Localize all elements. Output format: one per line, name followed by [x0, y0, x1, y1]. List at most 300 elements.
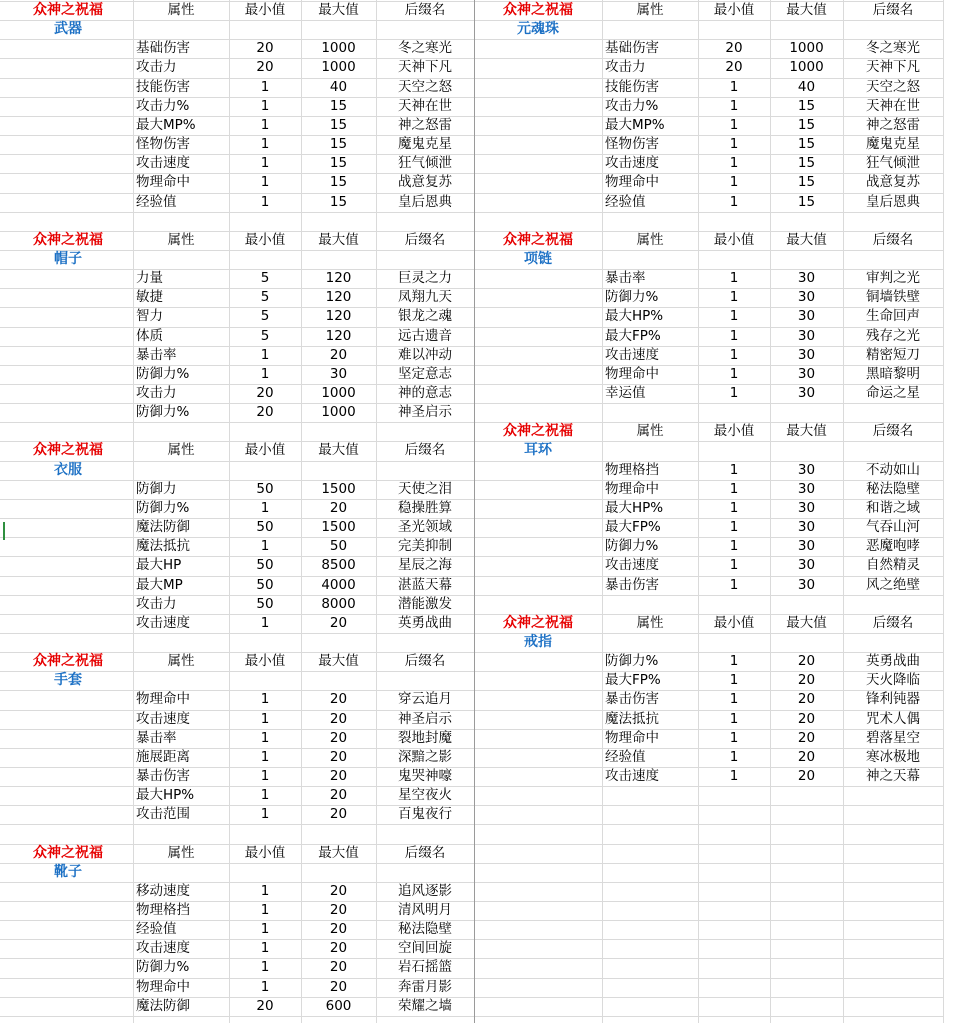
- min-value-cell[interactable]: 1: [729, 117, 739, 133]
- header-suffix[interactable]: 后缀名: [872, 423, 914, 439]
- max-value-cell[interactable]: 40: [329, 79, 348, 95]
- suffix-name-cell[interactable]: 星空夜火: [398, 787, 452, 803]
- max-value-cell[interactable]: 15: [797, 194, 816, 210]
- min-value-cell[interactable]: 1: [729, 328, 739, 344]
- attribute-cell[interactable]: 魔法抵抗: [136, 538, 190, 554]
- min-value-cell[interactable]: 1: [729, 79, 739, 95]
- max-value-cell[interactable]: 20: [329, 787, 348, 803]
- max-value-cell[interactable]: 20: [329, 615, 348, 631]
- block-title[interactable]: 众神之祝福: [503, 2, 573, 18]
- min-value-cell[interactable]: 1: [729, 308, 739, 324]
- attribute-cell[interactable]: 施展距离: [136, 749, 190, 765]
- attribute-cell[interactable]: 经验值: [136, 194, 177, 210]
- header-min[interactable]: 最小值: [713, 232, 755, 248]
- suffix-name-cell[interactable]: 皇后恩典: [866, 194, 920, 210]
- attribute-cell[interactable]: 最大MP%: [136, 117, 196, 133]
- category-label[interactable]: 手套: [54, 672, 82, 688]
- suffix-name-cell[interactable]: 审判之光: [866, 270, 920, 286]
- min-value-cell[interactable]: 20: [256, 59, 274, 75]
- suffix-name-cell[interactable]: 命运之星: [866, 385, 920, 401]
- suffix-name-cell[interactable]: 清风明月: [398, 902, 452, 918]
- suffix-name-cell[interactable]: 空间回旋: [398, 940, 452, 956]
- max-value-cell[interactable]: 20: [797, 691, 816, 707]
- max-value-cell[interactable]: 15: [329, 155, 348, 171]
- attribute-cell[interactable]: 暴击伤害: [605, 577, 659, 593]
- max-value-cell[interactable]: 120: [325, 289, 352, 305]
- suffix-name-cell[interactable]: 星辰之海: [398, 557, 452, 573]
- min-value-cell[interactable]: 1: [729, 672, 739, 688]
- attribute-cell[interactable]: 攻击速度: [136, 615, 190, 631]
- suffix-name-cell[interactable]: 深黯之影: [398, 749, 452, 765]
- suffix-name-cell[interactable]: 黑暗黎明: [866, 366, 920, 382]
- min-value-cell[interactable]: 5: [260, 328, 270, 344]
- min-value-cell[interactable]: 1: [260, 806, 270, 822]
- attribute-cell[interactable]: 物理格挡: [136, 902, 190, 918]
- min-value-cell[interactable]: 50: [256, 519, 274, 535]
- max-value-cell[interactable]: 20: [329, 347, 348, 363]
- suffix-name-cell[interactable]: 和谐之域: [866, 500, 920, 516]
- attribute-cell[interactable]: 最大HP: [136, 557, 182, 573]
- attribute-cell[interactable]: 物理命中: [605, 174, 659, 190]
- min-value-cell[interactable]: 5: [260, 308, 270, 324]
- max-value-cell[interactable]: 15: [329, 98, 348, 114]
- category-label[interactable]: 靴子: [54, 864, 82, 880]
- attribute-cell[interactable]: 物理命中: [605, 730, 659, 746]
- max-value-cell[interactable]: 20: [797, 711, 816, 727]
- min-value-cell[interactable]: 20: [256, 404, 274, 420]
- header-min[interactable]: 最小值: [244, 2, 286, 18]
- max-value-cell[interactable]: 30: [797, 557, 816, 573]
- min-value-cell[interactable]: 1: [260, 940, 270, 956]
- min-value-cell[interactable]: 50: [256, 481, 274, 497]
- min-value-cell[interactable]: 20: [256, 40, 274, 56]
- attribute-cell[interactable]: 最大FP%: [605, 672, 661, 688]
- block-title[interactable]: 众神之祝福: [33, 653, 103, 669]
- header-min[interactable]: 最小值: [244, 442, 286, 458]
- attribute-cell[interactable]: 最大HP%: [605, 308, 664, 324]
- max-value-cell[interactable]: 20: [329, 921, 348, 937]
- suffix-name-cell[interactable]: 稳操胜算: [398, 500, 452, 516]
- suffix-name-cell[interactable]: 百鬼夜行: [398, 806, 452, 822]
- header-suffix[interactable]: 后缀名: [872, 232, 914, 248]
- min-value-cell[interactable]: 1: [260, 615, 270, 631]
- attribute-cell[interactable]: 经验值: [136, 921, 177, 937]
- max-value-cell[interactable]: 20: [797, 653, 816, 669]
- category-label[interactable]: 武器: [54, 21, 82, 37]
- min-value-cell[interactable]: 1: [729, 385, 739, 401]
- min-value-cell[interactable]: 1: [729, 500, 739, 516]
- min-value-cell[interactable]: 1: [729, 136, 739, 152]
- suffix-name-cell[interactable]: 岩石摇篮: [398, 959, 452, 975]
- suffix-name-cell[interactable]: 天空之怒: [398, 79, 452, 95]
- attribute-cell[interactable]: 最大HP%: [136, 787, 195, 803]
- max-value-cell[interactable]: 20: [797, 730, 816, 746]
- suffix-name-cell[interactable]: 神之怒雷: [398, 117, 452, 133]
- category-label[interactable]: 项链: [524, 251, 552, 267]
- max-value-cell[interactable]: 1000: [321, 59, 356, 75]
- header-suffix[interactable]: 后缀名: [404, 2, 446, 18]
- min-value-cell[interactable]: 1: [729, 462, 739, 478]
- min-value-cell[interactable]: 1: [260, 538, 270, 554]
- suffix-name-cell[interactable]: 凤翔九天: [398, 289, 452, 305]
- max-value-cell[interactable]: 20: [329, 979, 348, 995]
- max-value-cell[interactable]: 120: [325, 328, 352, 344]
- max-value-cell[interactable]: 30: [797, 328, 816, 344]
- min-value-cell[interactable]: 50: [256, 557, 274, 573]
- block-title[interactable]: 众神之祝福: [33, 232, 103, 248]
- attribute-cell[interactable]: 最大MP: [136, 577, 183, 593]
- header-attribute[interactable]: 属性: [167, 2, 195, 18]
- max-value-cell[interactable]: 30: [797, 500, 816, 516]
- min-value-cell[interactable]: 1: [260, 347, 270, 363]
- attribute-cell[interactable]: 暴击率: [605, 270, 646, 286]
- attribute-cell[interactable]: 移动速度: [136, 883, 190, 899]
- category-label[interactable]: 衣服: [54, 462, 82, 478]
- suffix-name-cell[interactable]: 残存之光: [866, 328, 920, 344]
- max-value-cell[interactable]: 30: [797, 366, 816, 382]
- header-attribute[interactable]: 属性: [167, 442, 195, 458]
- min-value-cell[interactable]: 1: [260, 902, 270, 918]
- attribute-cell[interactable]: 攻击速度: [136, 155, 190, 171]
- suffix-name-cell[interactable]: 锋利钝器: [866, 691, 920, 707]
- suffix-name-cell[interactable]: 狂气倾泄: [398, 155, 452, 171]
- header-max[interactable]: 最大值: [318, 2, 359, 18]
- min-value-cell[interactable]: 1: [729, 481, 739, 497]
- suffix-name-cell[interactable]: 英勇战曲: [866, 653, 920, 669]
- min-value-cell[interactable]: 1: [729, 174, 739, 190]
- max-value-cell[interactable]: 50: [329, 538, 348, 554]
- suffix-name-cell[interactable]: 不动如山: [866, 462, 920, 478]
- min-value-cell[interactable]: 1: [260, 174, 270, 190]
- suffix-name-cell[interactable]: 咒术人偶: [866, 711, 920, 727]
- min-value-cell[interactable]: 1: [729, 194, 739, 210]
- attribute-cell[interactable]: 体质: [136, 328, 163, 344]
- min-value-cell[interactable]: 1: [260, 921, 270, 937]
- max-value-cell[interactable]: 30: [797, 519, 816, 535]
- attribute-cell[interactable]: 攻击力: [136, 596, 177, 612]
- category-label[interactable]: 元魂珠: [517, 21, 559, 37]
- attribute-cell[interactable]: 攻击力%: [605, 98, 659, 114]
- suffix-name-cell[interactable]: 天火降临: [866, 672, 920, 688]
- attribute-cell[interactable]: 攻击力: [136, 59, 177, 75]
- suffix-name-cell[interactable]: 湛蓝天幕: [398, 577, 452, 593]
- min-value-cell[interactable]: 1: [729, 653, 739, 669]
- header-suffix[interactable]: 后缀名: [404, 845, 446, 861]
- suffix-name-cell[interactable]: 冬之寒光: [866, 40, 920, 56]
- attribute-cell[interactable]: 物理命中: [136, 691, 190, 707]
- min-value-cell[interactable]: 1: [729, 519, 739, 535]
- suffix-name-cell[interactable]: 碧落星空: [866, 730, 920, 746]
- header-max[interactable]: 最大值: [318, 845, 359, 861]
- header-max[interactable]: 最大值: [318, 232, 359, 248]
- min-value-cell[interactable]: 50: [256, 596, 274, 612]
- header-min[interactable]: 最小值: [244, 653, 286, 669]
- max-value-cell[interactable]: 20: [329, 883, 348, 899]
- max-value-cell[interactable]: 15: [797, 117, 816, 133]
- max-value-cell[interactable]: 30: [797, 462, 816, 478]
- max-value-cell[interactable]: 600: [325, 998, 352, 1014]
- max-value-cell[interactable]: 30: [797, 289, 816, 305]
- max-value-cell[interactable]: 15: [797, 98, 816, 114]
- min-value-cell[interactable]: 1: [260, 691, 270, 707]
- suffix-name-cell[interactable]: 战意复苏: [866, 174, 920, 190]
- attribute-cell[interactable]: 最大HP%: [605, 500, 664, 516]
- max-value-cell[interactable]: 1000: [321, 404, 356, 420]
- header-attribute[interactable]: 属性: [636, 2, 664, 18]
- max-value-cell[interactable]: 1500: [321, 481, 356, 497]
- min-value-cell[interactable]: 1: [260, 730, 270, 746]
- min-value-cell[interactable]: 1: [260, 117, 270, 133]
- min-value-cell[interactable]: 1: [260, 98, 270, 114]
- suffix-name-cell[interactable]: 银龙之魂: [398, 308, 452, 324]
- attribute-cell[interactable]: 物理命中: [605, 481, 659, 497]
- header-attribute[interactable]: 属性: [636, 615, 664, 631]
- max-value-cell[interactable]: 20: [797, 749, 816, 765]
- suffix-name-cell[interactable]: 气吞山河: [866, 519, 920, 535]
- max-value-cell[interactable]: 1000: [321, 385, 356, 401]
- header-min[interactable]: 最小值: [713, 2, 755, 18]
- min-value-cell[interactable]: 20: [256, 385, 274, 401]
- min-value-cell[interactable]: 1: [729, 155, 739, 171]
- max-value-cell[interactable]: 20: [329, 691, 348, 707]
- min-value-cell[interactable]: 1: [260, 979, 270, 995]
- block-title[interactable]: 众神之祝福: [503, 615, 573, 631]
- attribute-cell[interactable]: 幸运值: [605, 385, 646, 401]
- suffix-name-cell[interactable]: 完美抑制: [398, 538, 452, 554]
- min-value-cell[interactable]: 1: [729, 749, 739, 765]
- max-value-cell[interactable]: 30: [797, 270, 816, 286]
- suffix-name-cell[interactable]: 天使之泪: [398, 481, 452, 497]
- suffix-name-cell[interactable]: 远古遗音: [398, 328, 452, 344]
- suffix-name-cell[interactable]: 追风逐影: [398, 883, 452, 899]
- max-value-cell[interactable]: 20: [329, 940, 348, 956]
- max-value-cell[interactable]: 20: [329, 711, 348, 727]
- max-value-cell[interactable]: 1500: [321, 519, 356, 535]
- min-value-cell[interactable]: 1: [260, 500, 270, 516]
- min-value-cell[interactable]: 1: [729, 289, 739, 305]
- attribute-cell[interactable]: 防御力%: [136, 404, 190, 420]
- min-value-cell[interactable]: 1: [260, 711, 270, 727]
- max-value-cell[interactable]: 15: [797, 136, 816, 152]
- suffix-name-cell[interactable]: 荣耀之墙: [398, 998, 452, 1014]
- attribute-cell[interactable]: 怪物伤害: [136, 136, 190, 152]
- header-attribute[interactable]: 属性: [167, 232, 195, 248]
- max-value-cell[interactable]: 20: [329, 749, 348, 765]
- attribute-cell[interactable]: 物理命中: [136, 979, 190, 995]
- max-value-cell[interactable]: 20: [329, 768, 348, 784]
- max-value-cell[interactable]: 20: [797, 672, 816, 688]
- max-value-cell[interactable]: 30: [797, 538, 816, 554]
- attribute-cell[interactable]: 智力: [136, 308, 163, 324]
- block-title[interactable]: 众神之祝福: [33, 2, 103, 18]
- min-value-cell[interactable]: 1: [729, 347, 739, 363]
- min-value-cell[interactable]: 1: [729, 768, 739, 784]
- attribute-cell[interactable]: 攻击力: [136, 385, 177, 401]
- min-value-cell[interactable]: 1: [260, 768, 270, 784]
- attribute-cell[interactable]: 攻击速度: [605, 155, 659, 171]
- attribute-cell[interactable]: 最大FP%: [605, 328, 661, 344]
- header-suffix[interactable]: 后缀名: [404, 442, 446, 458]
- min-value-cell[interactable]: 1: [729, 270, 739, 286]
- max-value-cell[interactable]: 30: [797, 385, 816, 401]
- header-suffix[interactable]: 后缀名: [872, 615, 914, 631]
- min-value-cell[interactable]: 5: [260, 270, 270, 286]
- suffix-name-cell[interactable]: 英勇战曲: [398, 615, 452, 631]
- attribute-cell[interactable]: 物理命中: [136, 174, 190, 190]
- min-value-cell[interactable]: 1: [260, 749, 270, 765]
- suffix-name-cell[interactable]: 天神在世: [398, 98, 452, 114]
- block-title[interactable]: 众神之祝福: [503, 423, 573, 439]
- max-value-cell[interactable]: 4000: [321, 577, 356, 593]
- min-value-cell[interactable]: 1: [729, 366, 739, 382]
- suffix-name-cell[interactable]: 裂地封魔: [398, 730, 452, 746]
- header-suffix[interactable]: 后缀名: [872, 2, 914, 18]
- suffix-name-cell[interactable]: 神的意志: [398, 385, 452, 401]
- attribute-cell[interactable]: 防御力%: [136, 500, 190, 516]
- suffix-name-cell[interactable]: 鬼哭神嚎: [398, 768, 452, 784]
- attribute-cell[interactable]: 防御力%: [136, 366, 190, 382]
- attribute-cell[interactable]: 力量: [136, 270, 163, 286]
- category-label[interactable]: 耳环: [524, 442, 552, 458]
- max-value-cell[interactable]: 20: [329, 730, 348, 746]
- suffix-name-cell[interactable]: 寒冰极地: [866, 749, 920, 765]
- min-value-cell[interactable]: 1: [260, 366, 270, 382]
- max-value-cell[interactable]: 120: [325, 308, 352, 324]
- min-value-cell[interactable]: 50: [256, 577, 274, 593]
- suffix-name-cell[interactable]: 神之怒雷: [866, 117, 920, 133]
- suffix-name-cell[interactable]: 穿云追月: [398, 691, 452, 707]
- suffix-name-cell[interactable]: 生命回声: [866, 308, 920, 324]
- max-value-cell[interactable]: 15: [329, 174, 348, 190]
- suffix-name-cell[interactable]: 坚定意志: [398, 366, 452, 382]
- header-min[interactable]: 最小值: [713, 615, 755, 631]
- header-max[interactable]: 最大值: [318, 653, 359, 669]
- header-max[interactable]: 最大值: [786, 232, 827, 248]
- attribute-cell[interactable]: 暴击伤害: [136, 768, 190, 784]
- suffix-name-cell[interactable]: 魔鬼克星: [398, 136, 452, 152]
- attribute-cell[interactable]: 攻击速度: [605, 768, 659, 784]
- min-value-cell[interactable]: 1: [729, 730, 739, 746]
- min-value-cell[interactable]: 20: [725, 59, 743, 75]
- attribute-cell[interactable]: 攻击速度: [605, 347, 659, 363]
- attribute-cell[interactable]: 基础伤害: [605, 40, 659, 56]
- attribute-cell[interactable]: 攻击力%: [136, 98, 190, 114]
- max-value-cell[interactable]: 30: [797, 481, 816, 497]
- max-value-cell[interactable]: 20: [329, 902, 348, 918]
- max-value-cell[interactable]: 20: [797, 768, 816, 784]
- min-value-cell[interactable]: 1: [260, 136, 270, 152]
- suffix-name-cell[interactable]: 奔雷月影: [398, 979, 452, 995]
- header-suffix[interactable]: 后缀名: [404, 232, 446, 248]
- attribute-cell[interactable]: 经验值: [605, 749, 646, 765]
- max-value-cell[interactable]: 40: [797, 79, 816, 95]
- attribute-cell[interactable]: 经验值: [605, 194, 646, 210]
- attribute-cell[interactable]: 防御力%: [605, 538, 659, 554]
- header-attribute[interactable]: 属性: [167, 653, 195, 669]
- attribute-cell[interactable]: 魔法抵抗: [605, 711, 659, 727]
- max-value-cell[interactable]: 15: [329, 136, 348, 152]
- attribute-cell[interactable]: 技能伤害: [605, 79, 659, 95]
- attribute-cell[interactable]: 攻击速度: [605, 557, 659, 573]
- attribute-cell[interactable]: 基础伤害: [136, 40, 190, 56]
- max-value-cell[interactable]: 15: [797, 174, 816, 190]
- suffix-name-cell[interactable]: 天神下凡: [398, 59, 452, 75]
- block-title[interactable]: 众神之祝福: [33, 442, 103, 458]
- header-min[interactable]: 最小值: [244, 845, 286, 861]
- suffix-name-cell[interactable]: 天神在世: [866, 98, 920, 114]
- max-value-cell[interactable]: 1000: [789, 40, 824, 56]
- max-value-cell[interactable]: 1000: [789, 59, 824, 75]
- min-value-cell[interactable]: 1: [729, 538, 739, 554]
- min-value-cell[interactable]: 1: [260, 79, 270, 95]
- attribute-cell[interactable]: 魔法防御: [136, 519, 190, 535]
- max-value-cell[interactable]: 15: [329, 117, 348, 133]
- min-value-cell[interactable]: 1: [260, 787, 270, 803]
- suffix-name-cell[interactable]: 神圣启示: [398, 404, 452, 420]
- attribute-cell[interactable]: 防御力%: [605, 289, 659, 305]
- min-value-cell[interactable]: 1: [729, 98, 739, 114]
- min-value-cell[interactable]: 20: [725, 40, 743, 56]
- suffix-name-cell[interactable]: 战意复苏: [398, 174, 452, 190]
- max-value-cell[interactable]: 20: [329, 500, 348, 516]
- header-attribute[interactable]: 属性: [636, 232, 664, 248]
- block-title[interactable]: 众神之祝福: [503, 232, 573, 248]
- min-value-cell[interactable]: 1: [729, 711, 739, 727]
- suffix-name-cell[interactable]: 风之绝壁: [866, 577, 920, 593]
- attribute-cell[interactable]: 敏捷: [136, 289, 163, 305]
- attribute-cell[interactable]: 怪物伤害: [605, 136, 659, 152]
- suffix-name-cell[interactable]: 秘法隐壁: [866, 481, 920, 497]
- suffix-name-cell[interactable]: 难以冲动: [398, 347, 452, 363]
- min-value-cell[interactable]: 5: [260, 289, 270, 305]
- max-value-cell[interactable]: 30: [797, 347, 816, 363]
- attribute-cell[interactable]: 攻击速度: [136, 940, 190, 956]
- category-label[interactable]: 戒指: [524, 634, 552, 650]
- attribute-cell[interactable]: 攻击范围: [136, 806, 190, 822]
- attribute-cell[interactable]: 攻击速度: [136, 711, 190, 727]
- min-value-cell[interactable]: 1: [260, 959, 270, 975]
- attribute-cell[interactable]: 最大FP%: [605, 519, 661, 535]
- header-min[interactable]: 最小值: [713, 423, 755, 439]
- suffix-name-cell[interactable]: 神之天幕: [866, 768, 920, 784]
- block-title[interactable]: 众神之祝福: [33, 845, 103, 861]
- suffix-name-cell[interactable]: 天神下凡: [866, 59, 920, 75]
- category-label[interactable]: 帽子: [54, 251, 82, 267]
- attribute-cell[interactable]: 暴击伤害: [605, 691, 659, 707]
- attribute-cell[interactable]: 魔法防御: [136, 998, 190, 1014]
- min-value-cell[interactable]: 1: [260, 155, 270, 171]
- min-value-cell[interactable]: 1: [260, 883, 270, 899]
- suffix-name-cell[interactable]: 神圣启示: [398, 711, 452, 727]
- header-max[interactable]: 最大值: [318, 442, 359, 458]
- min-value-cell[interactable]: 1: [729, 691, 739, 707]
- min-value-cell[interactable]: 20: [256, 998, 274, 1014]
- header-max[interactable]: 最大值: [786, 615, 827, 631]
- max-value-cell[interactable]: 15: [797, 155, 816, 171]
- suffix-name-cell[interactable]: 潜能激发: [398, 596, 452, 612]
- max-value-cell[interactable]: 8500: [321, 557, 356, 573]
- max-value-cell[interactable]: 20: [329, 806, 348, 822]
- attribute-cell[interactable]: 物理命中: [605, 366, 659, 382]
- suffix-name-cell[interactable]: 狂气倾泄: [866, 155, 920, 171]
- min-value-cell[interactable]: 1: [260, 194, 270, 210]
- suffix-name-cell[interactable]: 精密短刀: [866, 347, 920, 363]
- attribute-cell[interactable]: 防御力: [136, 481, 177, 497]
- max-value-cell[interactable]: 8000: [321, 596, 356, 612]
- header-max[interactable]: 最大值: [786, 423, 827, 439]
- suffix-name-cell[interactable]: 圣光领域: [398, 519, 452, 535]
- min-value-cell[interactable]: 1: [729, 557, 739, 573]
